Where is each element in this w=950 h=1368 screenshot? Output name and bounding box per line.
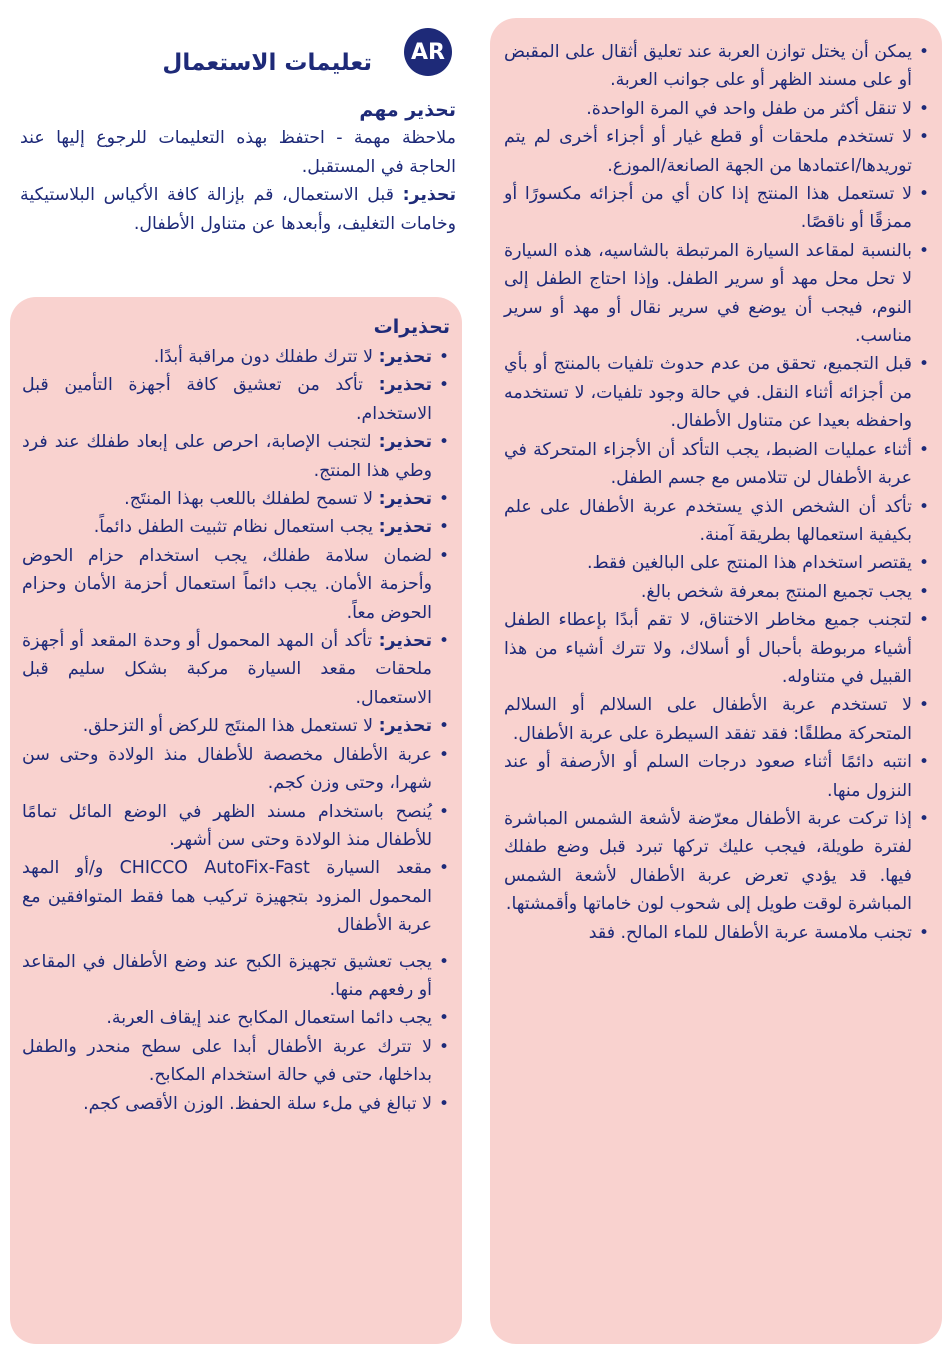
list-item [22,741,450,798]
intro-section [20,96,456,238]
list-item [22,1004,450,1032]
warning-text: لا تترك عربة الأطفال أبدا على سطح منحدر والطفل بداخلها، حتى في حالة استخدام المكابح. [22,1036,432,1086]
warning-text: عربة الأطفال مخصصة للأطفال منذ الولادة وحتى سن شهرا، وحتى وزن كجم. [22,744,432,794]
warning-text: لا تترك طفلك دون مراقبة أبدًا. [153,347,379,367]
warning-label: تحذير: [378,375,432,396]
list-item: • لا تنقل أكثر من طفل واحد في المرة الواحدة. [504,95,930,123]
list-item [22,798,450,855]
warning-text: يجب استعمال نظام تثبيت الطفل دائماً. [93,517,379,538]
list-item: • لا تستعمل هذا المنتج إذا كان أي من أجزائه مكسورًا أو ممزقًا أو ناقصًا. [504,180,930,237]
list-item [22,854,450,939]
list-item: • انتبه دائمًا أثناء صعود درجات السلم أو الأرصفة أو عند النزول منها. [504,748,930,805]
intro-warning [20,181,456,238]
warning-text: لتجنب الإصابة، احرص على إبعاد طفلك عند فرد وطي هذا المنتج. [22,432,432,481]
warning-label: تحذير: [378,347,432,367]
intro-warning-text: قبل الاستعمال، قم بإزالة كافة الأكياس البلاستيكية وخامات التغليف، وأبعدها عن متناول الأطفال. [20,185,456,234]
list-item: • لا تستخدم عربة الأطفال على السلالم أو السلالم المتحركة مطلقًا: فقد تفقد السيطرة على عربة الأطفال. [504,691,930,748]
list-item [22,1090,450,1118]
warning-label: تحذير: [378,432,432,453]
list-item [22,371,450,428]
list-item [22,948,450,1005]
list-item [22,485,450,513]
warnings-heading: تحذيرات [373,316,450,338]
list-item: • بالنسبة لمقاعد السيارة المرتبطة بالشاسيه، هذه السيارة لا تحل محل مهد أو سرير الطفل. وإذا احتاج الطفل إلى النوم، فيجب أن يوضع في سرير نقال أو مهد أو سرير مناسب. [504,237,930,351]
warning-text: يجب دائما استعمال المكابح عند إيقاف العربة. [106,1008,432,1029]
list-item [22,1033,450,1090]
warning-text: لضمان سلامة طفلك، يجب استخدام حزام الحوض وأحزمة الأمان. يجب دائماً استعمال أحزمة الأمان وحزام الحوض معاً. [22,545,432,623]
warning-text: مقعد السيارة CHICCO AutoFix-Fast و/أو المهد المحمول المزود بتجهيزة تركيب هما فقط المتوافقين مع عربة الأطفال [22,858,432,936]
warning-text: لا تستعمل هذا المنتَج للركض أو التزحلق. [82,716,379,737]
warning-label: تحذير: [378,489,432,510]
left-warnings-panel [10,297,462,1344]
list-item [22,712,450,740]
warning-text: تأكد أن المهد المحمول أو وحدة المقعد أو أجهزة ملحقات مقعد السيارة مركبة بشكل سليم قبل الاستعمال. [22,631,432,708]
warning-text: يُنصح باستخدام مسند الظهر في الوضع المائل تمامًا للأطفال منذ الولادة وحتى سن أشهر. [22,801,432,850]
list-item: • تأكد أن الشخص الذي يستخدم عربة الأطفال على علم بكيفية استعمالها بطريقة آمنة. [504,493,930,550]
intro-warning-label: تحذير: [402,185,456,206]
intro-heading: تحذير مهم [359,99,456,121]
warning-text: تأكد من تعشيق كافة أجهزة التأمين قبل الاستخدام. [22,375,432,424]
list-item: • أثناء عمليات الضبط، يجب التأكد أن الأجزاء المتحركة في عربة الأطفال لن تتلامس مع جسم الطفل. [504,436,930,493]
warning-label: تحذير: [378,517,432,538]
warning-text: يجب تعشيق تجهيزة الكبح عند وضع الأطفال في المقاعد أو رفعهم منها. [22,951,432,1000]
language-badge: AR [404,28,452,76]
list-item [22,542,450,627]
list-item: • تجنب ملامسة عربة الأطفال للماء المالح. فقد [504,919,930,947]
list-item: • قبل التجميع، تحقق من عدم حدوث تلفيات بالمنتج أو بأي من أجزائه أثناء النقل. في حالة وجود تلفيات، لا تستخدمه واحفظه بعيدا عن متناول الأطفال. [504,350,930,435]
list-item [22,513,450,541]
intro-note: ملاحظة مهمة - احتفظ بهذه التعليمات للرجوع إليها عند الحاجة في المستقبل. [20,128,456,177]
right-warnings-panel [490,18,942,1344]
left-warnings-list [22,343,450,1118]
page-header [0,0,470,290]
list-item [22,343,450,371]
document-title: تعليمات الاستعمال [162,50,372,76]
list-item: • يمكن أن يختل توازن العربة عند تعليق أثقال على المقبض أو على مسند الظهر أو على جوانب العربة. [504,38,930,95]
list-item: • إذا تركت عربة الأطفال معرّضة لأشعة الشمس المباشرة لفترة طويلة، فيجب عليك تركها تبرد قبل وضع طفلك فيها. قد يؤدي تعرض عربة الأطفال لأشعة الشمس المباشرة لوقت طويل إلى شحوب لون خاماتها وأقمشتها. [504,805,930,919]
list-item: • لا تستخدم ملحقات أو قطع غيار أو أجزاء أخرى لم يتم توريدها/اعتمادها من الجهة الصانعة/الموزع. [504,123,930,180]
right-warnings-list [504,38,930,947]
warning-text: لا تبالغ في ملء سلة الحفظ. الوزن الأقصى كجم. [83,1093,432,1114]
list-item: • لتجنب جميع مخاطر الاختناق، لا تقم أبدًا بإعطاء الطفل أشياء مربوطة بأحبال أو أسلاك، ولا تترك أشياء من هذا القبيل في متناوله. [504,606,930,691]
list-item: • يقتصر استخدام هذا المنتج على البالغين فقط. [504,549,930,577]
list-item [22,627,450,712]
list-item: • يجب تجميع المنتج بمعرفة شخص بالغ. [504,578,930,606]
warning-text: لا تسمح لطفلك باللعب بهذا المنتَج. [124,489,379,510]
warning-label: تحذير: [378,631,432,652]
warning-label: تحذير: [378,716,432,737]
list-item [22,428,450,485]
